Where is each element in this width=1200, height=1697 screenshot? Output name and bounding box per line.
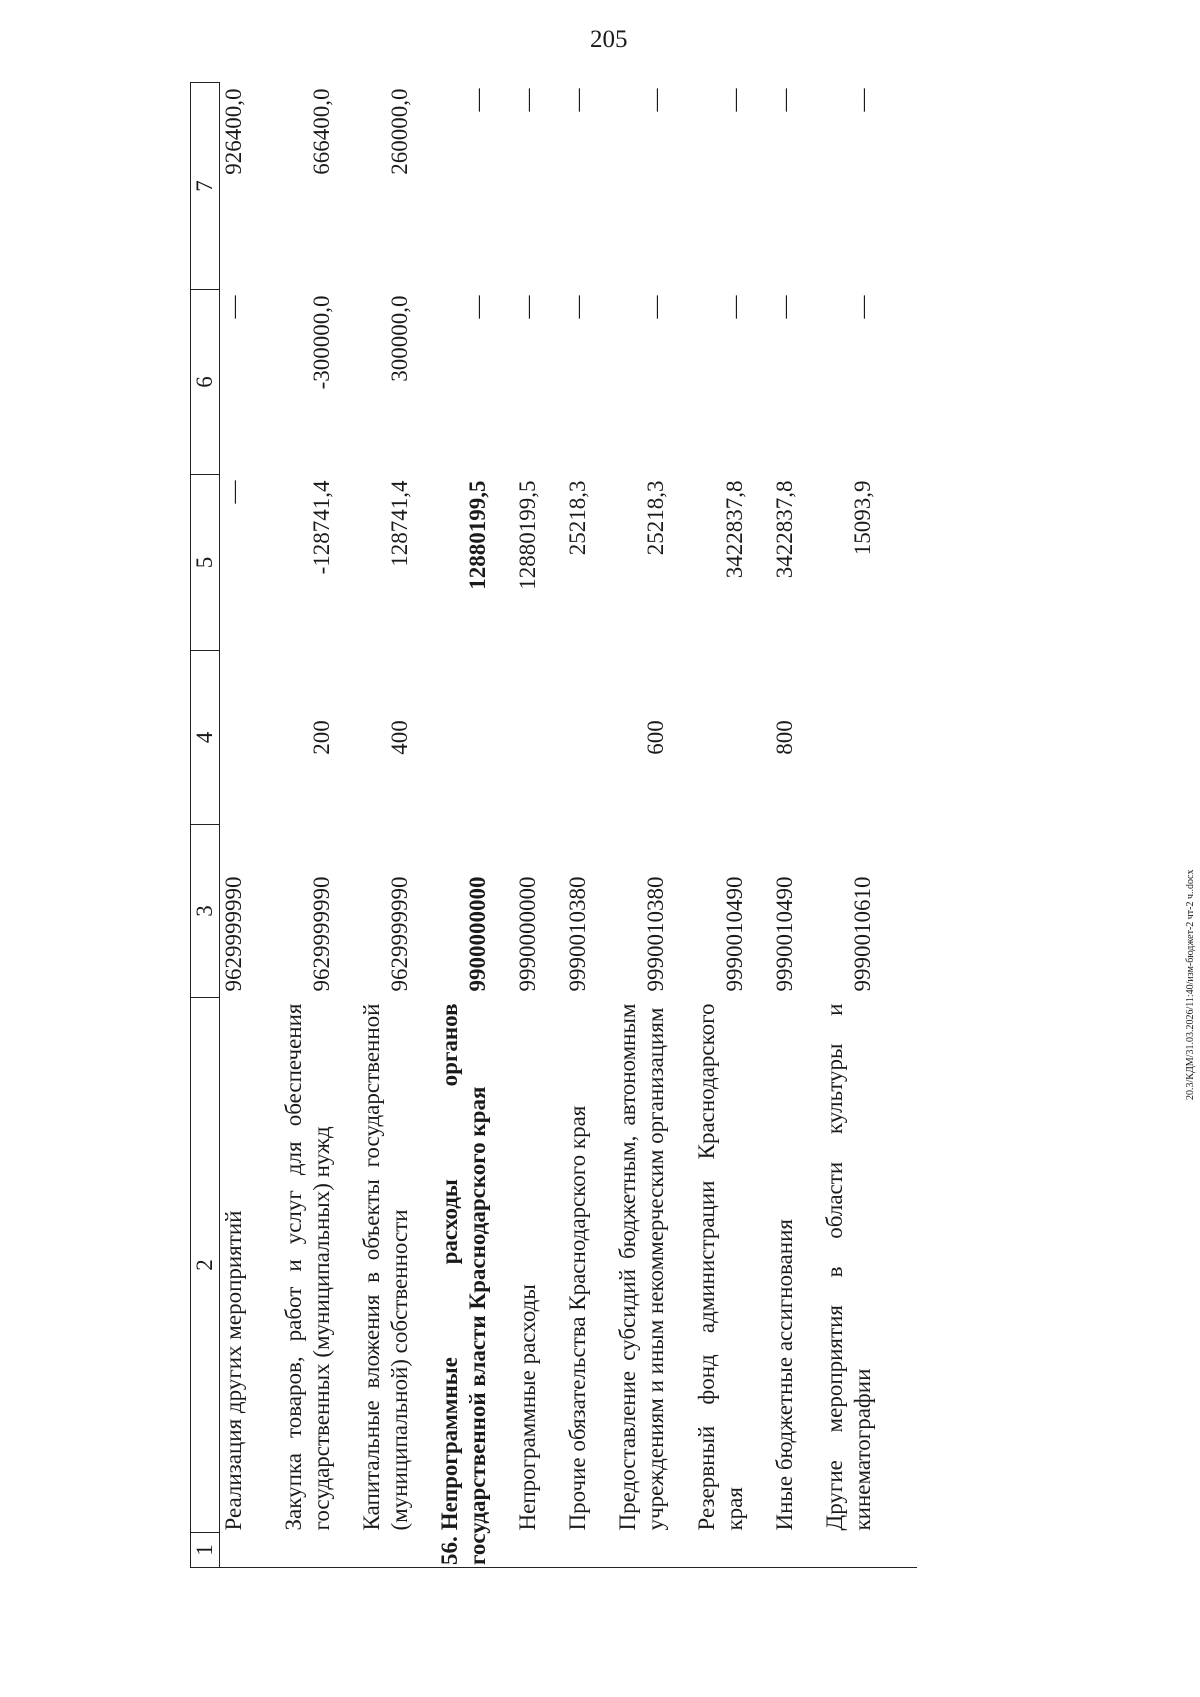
row-code: 9990010610 [849,876,875,992]
row-name: Непрограммные расходы [515,1284,541,1531]
header-col-5: 5 [191,475,220,651]
row-col7: — [643,88,669,112]
row-type [821,651,877,825]
row-name: Реализация других мероприятий [221,1210,247,1531]
row-number [821,1533,877,1568]
row-col5: -128741,4 [309,480,335,575]
row-code: 9629999990 [387,876,413,992]
row-col7: — [515,88,541,112]
table-row [358,83,414,1568]
row-number [614,1533,670,1568]
row-col6: — [221,295,247,319]
row-col5: 25218,3 [565,480,591,556]
row-col7: 926400,0 [221,88,247,175]
table-row-section [436,83,492,1568]
row-number [514,1533,542,1568]
table-row [564,83,592,1568]
table-row [280,83,336,1568]
row-number: 56. [437,1536,463,1565]
row-col5: 25218,3 [643,480,669,556]
row-number [358,1533,414,1568]
row-col5: 15093,9 [849,480,875,556]
row-type [514,651,542,825]
row-code: 9990010490 [771,876,797,992]
row-col6: -300000,0 [309,295,335,390]
row-type [220,651,261,825]
row-col6: — [643,295,669,319]
budget-table [190,82,917,1568]
row-type: 600 [643,720,669,755]
row-col5: 128741,4 [387,480,413,567]
row-code: 9990010380 [643,876,669,992]
row-type [564,651,592,825]
row-code: 9990010490 [721,876,747,992]
row-number [564,1533,592,1568]
row-number [771,1533,799,1568]
row-name: Резервный фонд администрации Краснодарского края [693,1003,747,1531]
row-col6: — [515,295,541,319]
header-col-1: 1 [191,1533,220,1568]
row-col7: 260000,0 [387,88,413,175]
row-code: 9629999990 [309,876,335,992]
table-row [693,83,749,1568]
row-name: Другие мероприятия в области культуры и кинематографии [821,1003,875,1531]
table-row [614,83,670,1568]
row-col7: — [465,88,491,112]
row-col6: 300000,0 [387,295,413,382]
row-col6: — [465,295,491,319]
table-row [771,83,799,1568]
row-col7: — [849,88,875,112]
row-col5: 3422837,8 [721,480,747,579]
row-name: Прочие обязательства Краснодарского края [565,1105,591,1531]
row-col7: — [565,88,591,112]
row-name: Непрограммные расходы органов государственной власти Краснодарского края [437,1003,491,1565]
row-type [436,651,492,825]
row-name-section [436,998,492,1568]
row-type: 200 [309,720,335,755]
row-code: 9990000000 [515,876,541,992]
row-name: Закупка товаров, работ и услуг для обеспечения государственных (муниципальных) нужд [281,1003,335,1531]
table-row [514,83,542,1568]
header-col-6: 6 [191,290,220,475]
row-col6: — [721,295,747,319]
table-row [821,83,877,1568]
row-number [693,1533,749,1568]
row-col5: 3422837,8 [771,480,797,579]
row-col6: — [771,295,797,319]
row-type: 400 [387,720,413,755]
page-number: 205 [590,26,628,53]
row-number [280,1533,336,1568]
row-code: 9990010380 [565,876,591,992]
row-number [220,1533,261,1568]
row-col7: — [721,88,747,112]
row-name: Иные бюджетные ассигнования [771,1219,797,1531]
document-footer-code: 20.3/КДМ/31.03.2026/11:40/изм-бюджет-2 чт-2 ч..docx [1185,869,1196,1100]
row-col6: — [849,295,875,319]
table-row [220,83,261,1568]
header-col-4: 4 [191,651,220,825]
row-name: Капитальные вложения в объекты государственной (муниципальной) собственности [359,1003,413,1531]
header-col-3: 3 [191,825,220,998]
row-code: 9900000000 [465,876,491,992]
budget-table-rotated-container [190,83,1200,1568]
row-code: 9629999990 [221,876,247,992]
header-col-2: 2 [191,998,220,1533]
row-col5: — [221,480,247,504]
row-col5: 12880199,5 [465,480,491,590]
row-col6: — [565,295,591,319]
row-col7: 666400,0 [309,88,335,175]
header-col-7: 7 [191,83,220,290]
row-col5: 12880199,5 [515,480,541,590]
row-type: 800 [771,720,797,755]
row-name: Предоставление субсидий бюджетным, автономным учреждениям и иным некоммерческим организациям [615,1003,669,1531]
table-header-row [191,83,220,1568]
row-col7: — [771,88,797,112]
row-type [693,651,749,825]
